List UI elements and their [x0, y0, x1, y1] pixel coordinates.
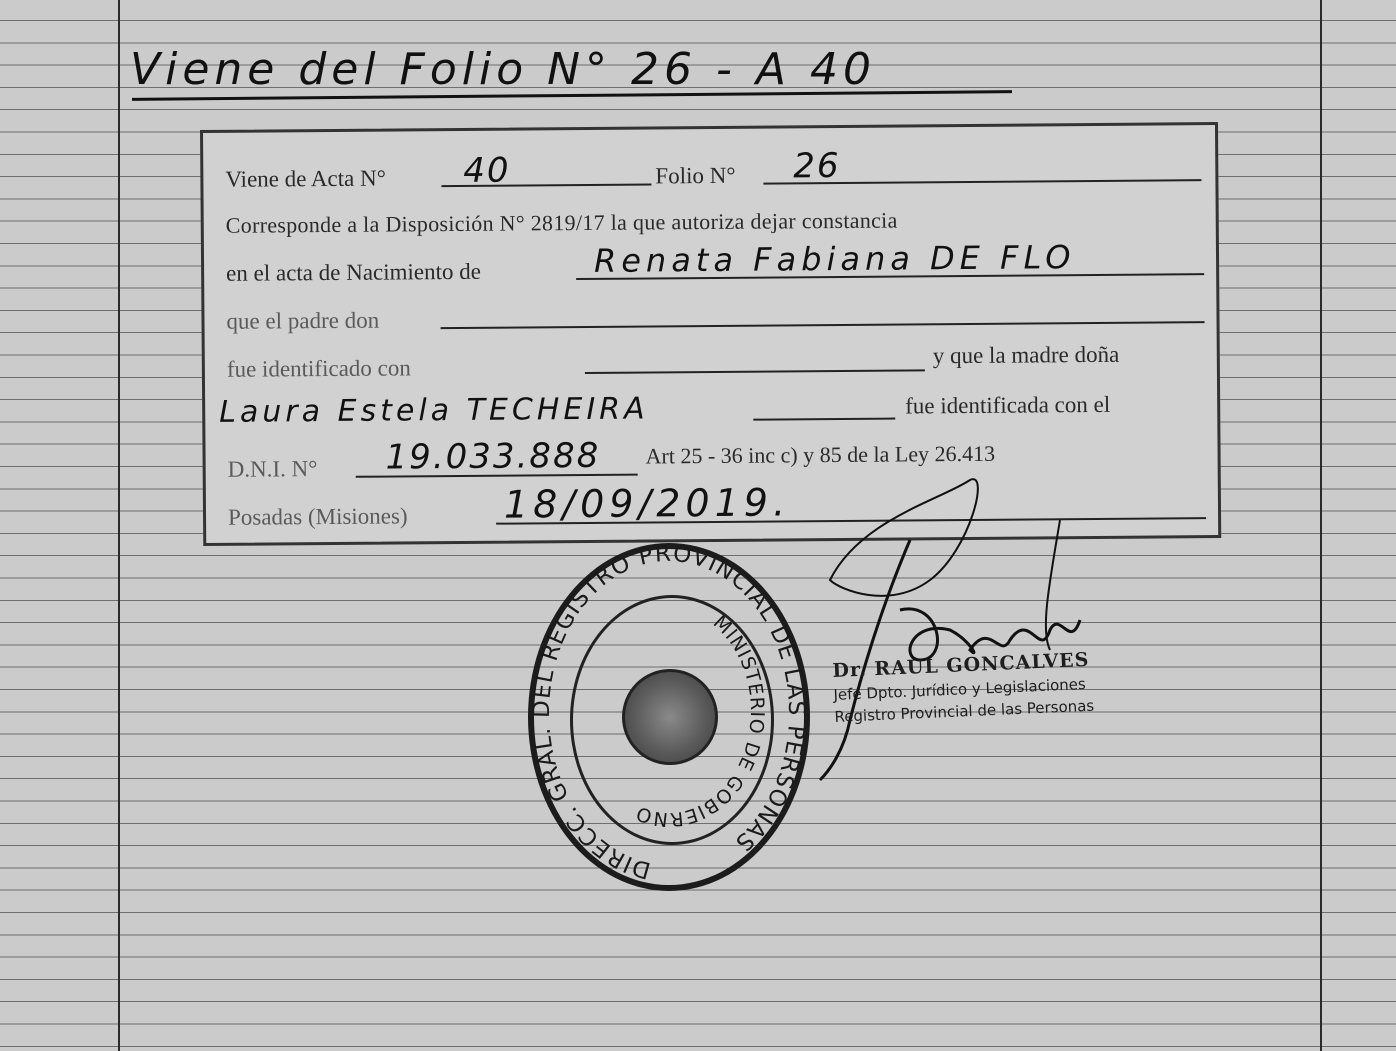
seal-outer-text: DIRECC. GRAL. DEL REGISTRO PROVINCIAL DE LAS PERSONAS	[528, 540, 810, 884]
signatory-block	[832, 649, 1095, 726]
signatory-office: Registro Provincial de las Personas	[834, 696, 1095, 726]
signatory-name: Dr. RAUL GONCALVES	[832, 648, 1090, 682]
folio-label: Folio N°	[655, 162, 736, 189]
disposicion-line: Corresponde a la Disposición N° 2819/17 la que autoriza dejar constancia	[225, 207, 898, 238]
folio-number: 26	[793, 145, 841, 187]
padre-label: que el padre don	[226, 307, 380, 334]
signatory-title: Jefe Dpto. Jurídico y Legislaciones	[833, 674, 1087, 704]
right-margin-line	[1320, 0, 1322, 1051]
dni-label: D.N.I. N°	[227, 456, 318, 482]
nacimiento-label: en el acta de Nacimiento de	[226, 258, 482, 286]
seal-inner-text: MINISTERIO DE GOBIERNO	[632, 611, 769, 831]
padre-fill-line	[441, 321, 1205, 329]
mother-fill-line	[753, 418, 895, 421]
official-seal	[528, 540, 810, 891]
acta-label: Viene de Acta N°	[225, 165, 386, 192]
posadas-label: Posadas (Misiones)	[227, 503, 408, 530]
handwritten-folio-note: Viene del Folio N° 26 - A 40	[130, 44, 876, 95]
acta-row	[225, 166, 386, 193]
mother-name: Laura Estela TECHEIRA	[219, 391, 649, 430]
identificada-label: fue identificada con el	[905, 391, 1111, 419]
identificado-label: fue identificado con	[226, 355, 411, 382]
child-name: Renata Fabiana DE FLO	[593, 238, 1076, 280]
left-margin-line	[118, 0, 120, 1051]
coat-of-arms-emblem	[622, 669, 718, 765]
acta-number: 40	[463, 150, 511, 191]
identificado-fill-line	[585, 369, 925, 374]
madre-label: y que la madre doña	[932, 341, 1120, 369]
handwritten-signature	[800, 460, 1120, 790]
dni-number: 19.033.888	[385, 435, 601, 478]
ley-text: Art 25 - 36 inc c) y 85 de la Ley 26.413	[645, 440, 996, 469]
date-value: 18/09/2019.	[503, 480, 791, 527]
